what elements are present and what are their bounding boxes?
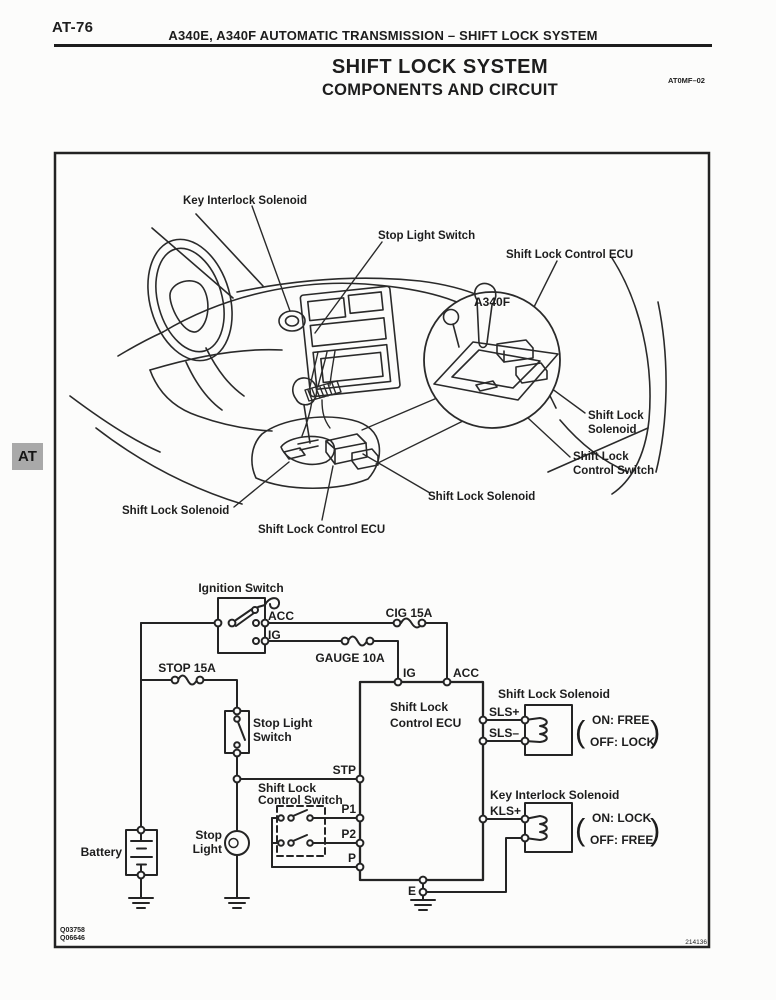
label-fuse-cig: CIG 15A bbox=[385, 606, 433, 620]
section-tab: AT bbox=[12, 443, 43, 470]
label-kls-plus: KLS+ bbox=[490, 804, 522, 818]
label-ecu-ig: IG bbox=[403, 666, 416, 680]
label-stop-light-switch-1: Stop Light bbox=[253, 716, 313, 730]
label-control-ecu-top: Shift Lock Control ECU bbox=[506, 249, 634, 261]
stop-light-switch-symbol bbox=[225, 708, 249, 757]
running-header: A340E, A340F AUTOMATIC TRANSMISSION – SHIFT LOCK SYSTEM bbox=[168, 28, 598, 43]
label-ecu-acc: ACC bbox=[453, 666, 479, 680]
label-inset-model: A340F bbox=[474, 295, 511, 309]
label-fuse-stop: STOP 15A bbox=[158, 661, 216, 675]
key-cylinder bbox=[279, 311, 305, 331]
label-ig: IG bbox=[268, 628, 281, 642]
label-sls-plus: SLS+ bbox=[489, 705, 520, 719]
label-ecu-name-1: Shift Lock bbox=[390, 700, 449, 714]
label-kls-off: OFF: FREE bbox=[590, 833, 654, 847]
key-interlock-solenoid-symbol bbox=[522, 803, 572, 852]
label-fuse-gauge: GAUGE 10A bbox=[315, 651, 385, 665]
label-solenoid-left: Shift Lock Solenoid bbox=[122, 505, 230, 517]
label-inset-control-switch: Shift Lock bbox=[573, 451, 629, 463]
figure-code-2: Q06646 bbox=[60, 935, 85, 942]
label-stop-light-switch: Stop Light Switch bbox=[378, 230, 476, 242]
figure-number: 214136 bbox=[685, 939, 707, 946]
label-e: E bbox=[407, 884, 416, 898]
label-key-interlock-solenoid: Key Interlock Solenoid bbox=[490, 788, 620, 802]
label-kls-on: ON: LOCK bbox=[592, 811, 652, 825]
label-p: P bbox=[347, 851, 356, 865]
doc-code: AT0MF–02 bbox=[668, 76, 705, 85]
shift-lock-control-switch-symbol bbox=[277, 806, 325, 856]
label-inset-solenoid: Shift Lock bbox=[588, 410, 644, 422]
label-ignition-switch: Ignition Switch bbox=[198, 581, 284, 595]
label-sls-on: ON: FREE bbox=[592, 713, 650, 727]
label-ecu-name-2: Control ECU bbox=[390, 716, 462, 730]
label-sls-off: OFF: LOCK bbox=[590, 735, 656, 749]
floor-console bbox=[252, 378, 380, 488]
label-control-switch-2: Control Switch bbox=[258, 793, 343, 807]
label-p2: P2 bbox=[341, 827, 356, 841]
center-stack bbox=[300, 286, 400, 397]
label-control-switch-1: Shift Lock bbox=[258, 781, 317, 795]
label-key-interlock-solenoid: Key Interlock Solenoid bbox=[183, 195, 307, 207]
label-solenoid-right: Shift Lock Solenoid bbox=[428, 491, 536, 503]
inset-cone-line bbox=[362, 398, 437, 430]
figure-footer bbox=[60, 927, 707, 946]
label-p1: P1 bbox=[341, 802, 356, 816]
battery-symbol bbox=[126, 827, 157, 879]
paren-open: ( bbox=[575, 714, 586, 749]
circuit-labels bbox=[81, 581, 661, 898]
paren-open: ( bbox=[575, 812, 586, 847]
paren-close: ) bbox=[650, 812, 661, 847]
stop-light-symbol bbox=[225, 831, 249, 855]
label-acc: ACC bbox=[268, 609, 294, 623]
ignition-switch-symbol bbox=[215, 598, 279, 653]
paren-close: ) bbox=[650, 714, 661, 749]
label-inset-control-switch: Control Switch bbox=[573, 465, 655, 477]
page-subtitle: COMPONENTS AND CIRCUIT bbox=[321, 81, 559, 99]
figure-code-1: Q03758 bbox=[60, 927, 85, 934]
label-stp: STP bbox=[332, 763, 356, 777]
page-number: AT-76 bbox=[52, 19, 94, 36]
page-title: SHIFT LOCK SYSTEM bbox=[331, 56, 549, 78]
label-sls-minus: SLS– bbox=[489, 726, 520, 740]
steering-wheel bbox=[134, 229, 245, 370]
label-stop-light-switch-2: Switch bbox=[253, 730, 292, 744]
figure-frame bbox=[55, 153, 709, 947]
illustration-labels bbox=[122, 195, 654, 536]
shift-lock-solenoid-symbol bbox=[522, 705, 572, 755]
label-stop-light-2: Light bbox=[192, 842, 222, 856]
inset-cone-line bbox=[376, 421, 463, 464]
label-stop-light-1: Stop bbox=[195, 828, 222, 842]
label-battery: Battery bbox=[80, 845, 122, 859]
label-control-ecu-bottom: Shift Lock Control ECU bbox=[258, 524, 386, 536]
ground-symbols bbox=[129, 898, 435, 910]
label-shift-lock-solenoid: Shift Lock Solenoid bbox=[498, 687, 611, 701]
label-inset-solenoid: Solenoid bbox=[588, 424, 637, 436]
